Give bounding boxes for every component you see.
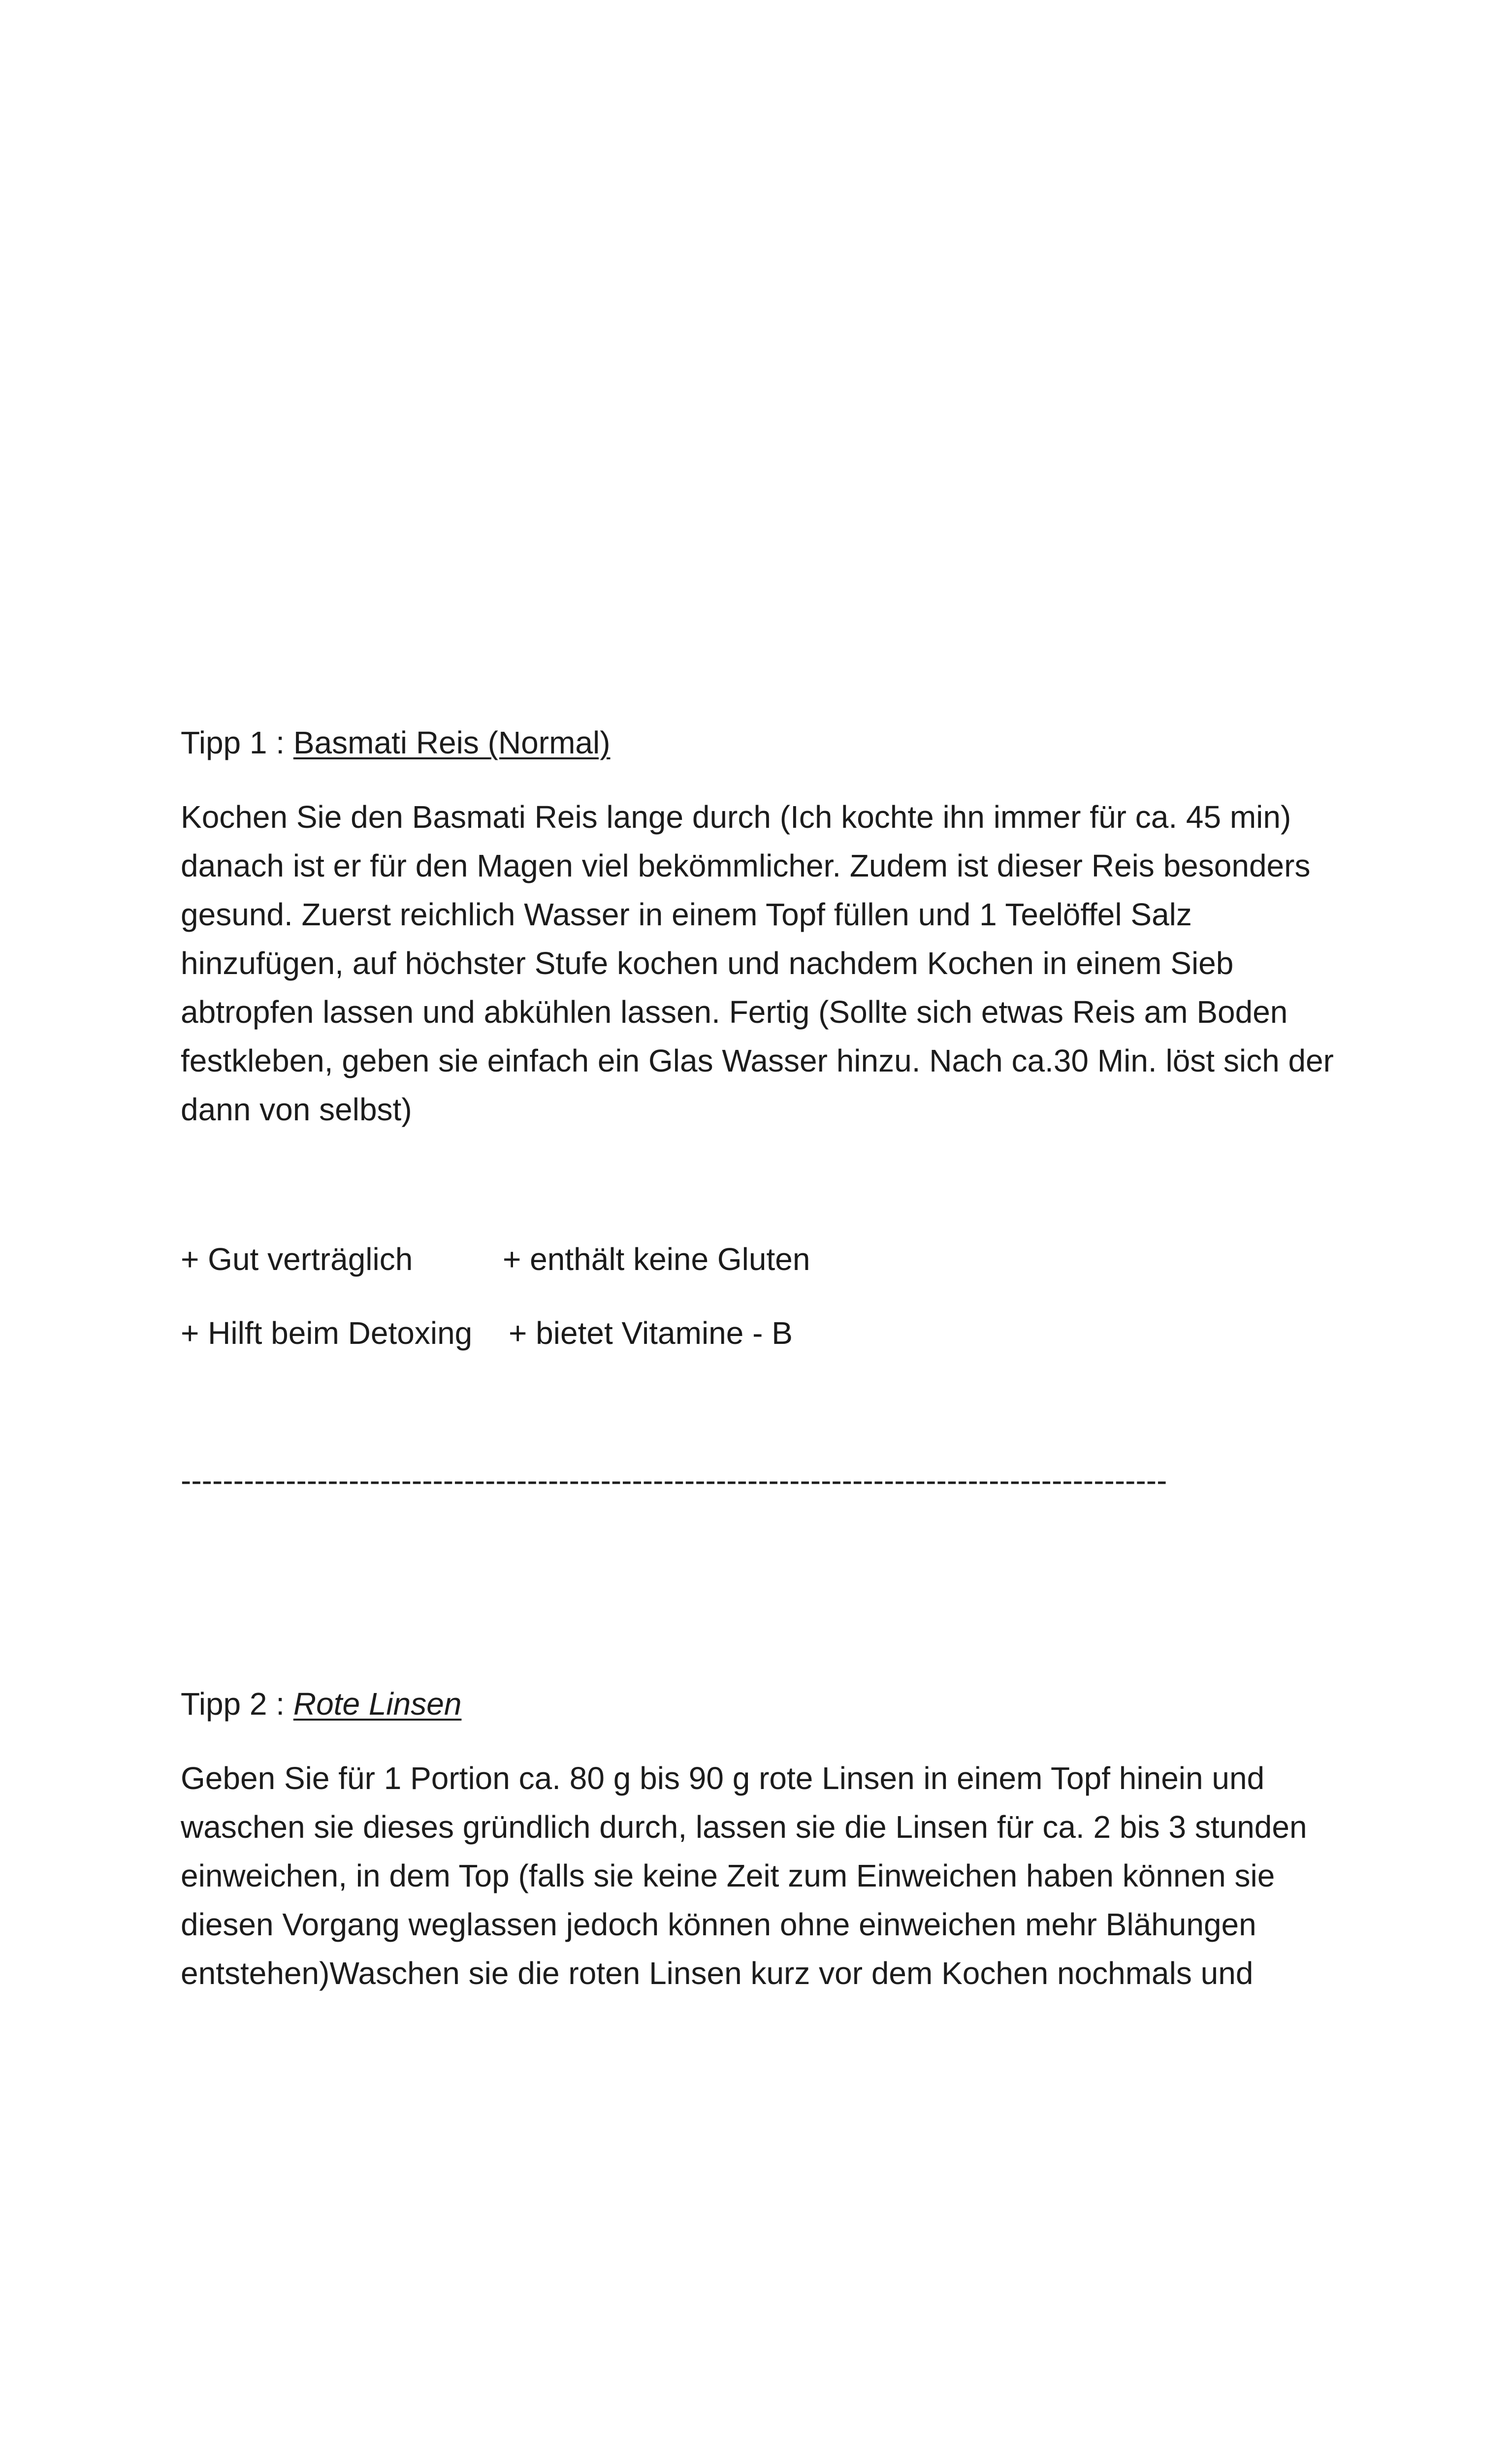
tip1-prefix: Tipp 1 :	[181, 725, 293, 760]
tip2-body-line-5: entstehen)Waschen sie die roten Linsen kurz vor dem Kochen nochmals und	[181, 1955, 1254, 1991]
tip2-heading	[181, 1684, 461, 1724]
tip1-pro-2-left: + Hilft beim Detoxing	[181, 1315, 473, 1351]
tip1-title: Basmati Reis (Normal)	[293, 725, 611, 760]
tip1-body-line-4: hinzufügen, auf höchster Stufe kochen und nachdem Kochen in einem Sieb	[181, 945, 1234, 981]
tip1-pro-1-right: + enthält keine Gluten	[503, 1241, 810, 1277]
tip2-body-line-2: waschen sie dieses gründlich durch, lassen sie die Linsen für ca. 2 bis 3 stunden	[181, 1809, 1307, 1845]
tip1-body-line-7: dann von selbst)	[181, 1092, 412, 1127]
tip1-body-line-2: danach ist er für den Magen viel bekömmlicher. Zudem ist dieser Reis besonders	[181, 848, 1311, 883]
tip1-body-line-3: gesund. Zuerst reichlich Wasser in einem Topf füllen und 1 Teelöffel Salz	[181, 897, 1192, 932]
tip1-body-line-1: Kochen Sie den Basmati Reis lange durch (Ich kochte ihn immer für ca. 45 min)	[181, 799, 1291, 835]
tip2-prefix: Tipp 2 :	[181, 1686, 293, 1722]
tip1-body-line-6: festkleben, geben sie einfach ein Glas Wasser hinzu. Nach ca.30 Min. löst sich der	[181, 1043, 1334, 1078]
tip2-body-line-3: einweichen, in dem Top (falls sie keine Zeit zum Einweichen haben können sie	[181, 1858, 1275, 1893]
tip1-body-line-5: abtropfen lassen und abkühlen lassen. Fertig (Sollte sich etwas Reis am Boden	[181, 994, 1288, 1030]
tip1-pro-2-right: + bietet Vitamine - B	[509, 1315, 793, 1351]
tip2-body-line-4: diesen Vorgang weglassen jedoch können ohne einweichen mehr Blähungen	[181, 1907, 1256, 1942]
tip2-title: Rote Linsen	[293, 1686, 462, 1722]
tip1-pro-1-left: + Gut verträglich	[181, 1241, 413, 1277]
tip2-body-line-1: Geben Sie für 1 Portion ca. 80 g bis 90 g rote Linsen in einem Topf hinein und	[181, 1760, 1265, 1796]
section-divider: ----------------------------------------------------------------------------------------------	[181, 1463, 1167, 1498]
tip1-heading	[181, 723, 611, 762]
